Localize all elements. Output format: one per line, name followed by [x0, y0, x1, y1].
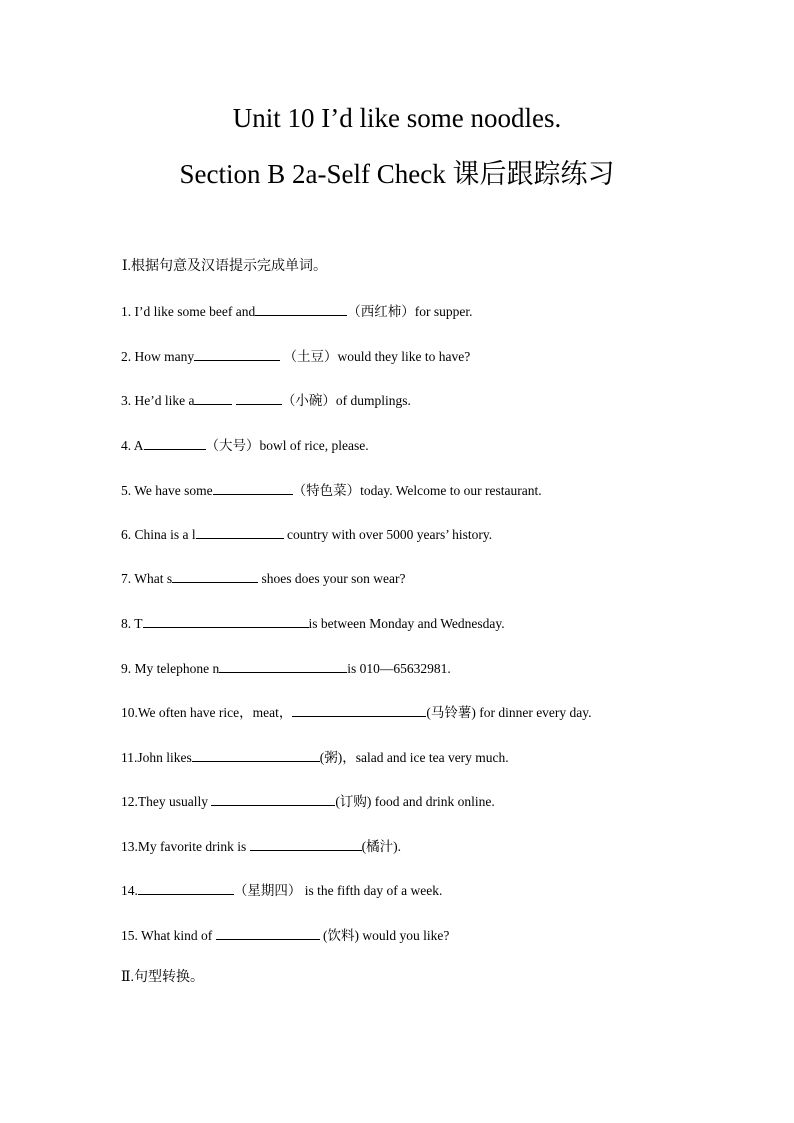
- section-1-heading: Ⅰ.根据句意及汉语提示完成单词。: [122, 259, 328, 274]
- question-2: 2. How many （土豆）would they like to have?: [121, 346, 470, 367]
- question-7: 7. What s shoes does your son wear?: [121, 568, 405, 589]
- question-8: 8. T is between Monday and Wednesday.: [121, 613, 505, 634]
- answer-blank[interactable]: [172, 568, 258, 583]
- question-5: 5. We have some （特色菜）today. Welcome to our restaurant.: [121, 480, 542, 501]
- question-12: 12.They usually (订购) food and drink online.: [121, 791, 495, 812]
- answer-blank[interactable]: [216, 925, 320, 940]
- answer-blank[interactable]: [213, 480, 293, 495]
- answer-blank[interactable]: [211, 791, 335, 806]
- answer-blank[interactable]: [250, 836, 362, 851]
- question-10: 10.We often have rice，meat， (马铃薯) for dinner every day.: [121, 702, 592, 723]
- question-3: 3. He’d like a （小碗）of dumplings.: [121, 390, 411, 411]
- answer-blank[interactable]: [219, 658, 347, 673]
- question-1: 1. I’d like some beef and （西红柿）for supper.: [121, 301, 472, 322]
- answer-blank[interactable]: [194, 346, 280, 361]
- title-line-2: Section B 2a-Self Check 课后跟踪练习: [179, 159, 615, 189]
- answer-blank[interactable]: [144, 435, 206, 450]
- question-9: 9. My telephone n is 010—65632981.: [121, 658, 451, 679]
- section-2-heading: Ⅱ.句型转换。: [121, 970, 205, 985]
- answer-blank[interactable]: [236, 390, 282, 405]
- answer-blank[interactable]: [194, 390, 232, 405]
- question-13: 13.My favorite drink is (橘汁).: [121, 836, 401, 857]
- question-11: 11.John likes (粥)，salad and ice tea very much.: [121, 747, 509, 768]
- question-15: 15. What kind of (饮料) would you like?: [121, 925, 449, 946]
- answer-blank[interactable]: [143, 613, 309, 628]
- answer-blank[interactable]: [138, 880, 234, 895]
- question-4: 4. A （大号）bowl of rice, please.: [121, 435, 369, 456]
- answer-blank[interactable]: [255, 301, 347, 316]
- question-14: 14. （星期四） is the fifth day of a week.: [121, 880, 442, 901]
- title-line-1: Unit 10 I’d like some noodles.: [232, 103, 562, 133]
- answer-blank[interactable]: [196, 524, 284, 539]
- answer-blank[interactable]: [292, 702, 426, 717]
- answer-blank[interactable]: [192, 747, 320, 762]
- question-6: 6. China is a l country with over 5000 years’ history.: [121, 524, 492, 545]
